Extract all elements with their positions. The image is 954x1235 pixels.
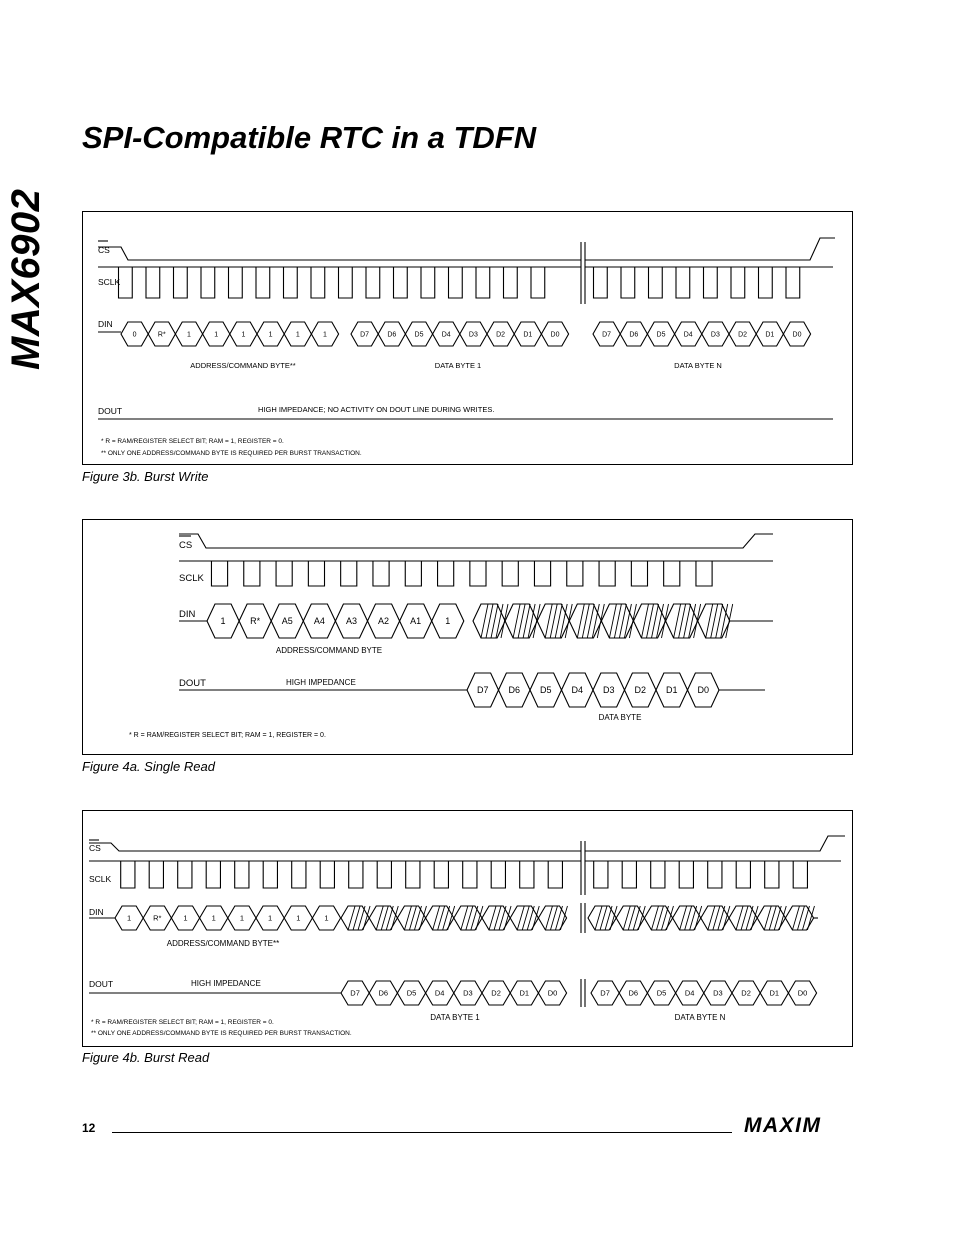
din-bit-0-label: 1 bbox=[127, 913, 132, 923]
din-bit-4-label: 1 bbox=[239, 913, 244, 923]
address-byte-label: ADDRESS/COMMAND BYTE** bbox=[166, 939, 280, 948]
byte1-bit-2-label: D5 bbox=[406, 988, 417, 998]
dout-label: DOUT bbox=[98, 406, 123, 416]
byten-bit-6-label: D1 bbox=[765, 331, 775, 339]
din-bit-6-label: 1 bbox=[296, 913, 301, 923]
dout-note: HIGH IMPEDANCE bbox=[191, 979, 261, 988]
din-dontcare-b-0-hatch bbox=[595, 906, 617, 930]
din-dontcare-b-5-cell bbox=[729, 906, 757, 930]
data-byte-n-label: DATA BYTE N bbox=[674, 361, 722, 370]
din-dontcare-a-7-hatch bbox=[545, 906, 567, 930]
din-bit-2-label: 1 bbox=[183, 913, 188, 923]
din-dontcare-a-0-hatch bbox=[348, 906, 370, 930]
sclk-waveform bbox=[205, 561, 722, 586]
din-dontcare-6-hatch bbox=[674, 604, 701, 638]
din-dontcare-b-2-hatch bbox=[651, 906, 673, 930]
din-dontcare-b-4-hatch bbox=[708, 906, 730, 930]
cs-label: CS bbox=[89, 843, 101, 853]
footnote-1: * R = RAM/REGISTER SELECT BIT; RAM = 1, REGISTER = 0. bbox=[129, 732, 326, 739]
cs-waveform bbox=[89, 836, 845, 851]
din-bit-3-label: 1 bbox=[211, 913, 216, 923]
din-bit-4-label: A3 bbox=[345, 616, 357, 627]
dout-bit-4-label: D3 bbox=[602, 685, 615, 696]
din-bit-2-label: 1 bbox=[187, 331, 191, 339]
dout-note: HIGH IMPEDANCE; NO ACTIVITY ON DOUT LINE DURING WRITES. bbox=[258, 405, 495, 414]
din-dontcare-b-2-cell bbox=[644, 906, 672, 930]
footer-rule bbox=[112, 1132, 732, 1133]
data-byte-n-label: DATA BYTE N bbox=[674, 1013, 726, 1022]
din-bit-5-label: 1 bbox=[268, 913, 273, 923]
din-dontcare-a-2-cell bbox=[397, 906, 425, 930]
byte1-bit-1-label: D6 bbox=[387, 331, 397, 339]
din-bit-2-label: A5 bbox=[281, 616, 293, 627]
sclk-label: SCLK bbox=[89, 874, 112, 884]
din-dontcare-7-hatch bbox=[706, 604, 733, 638]
din-dontcare-a-6-cell bbox=[510, 906, 538, 930]
din-dontcare-b-6-cell bbox=[757, 906, 785, 930]
cs-label: CS bbox=[179, 540, 193, 551]
byten-bit-7-label: D0 bbox=[797, 988, 808, 998]
break-3-gap bbox=[581, 979, 585, 1007]
caption-burst-write: Figure 3b. Burst Write bbox=[82, 469, 209, 484]
din-bit-7-label: 1 bbox=[445, 616, 451, 627]
side-part-number: MAX6902 bbox=[4, 188, 48, 370]
din-bit-1-label: R* bbox=[153, 913, 162, 923]
break-1-gap bbox=[581, 242, 585, 304]
din-dontcare-b-0-cell bbox=[588, 906, 616, 930]
data-byte-1-label: DATA BYTE 1 bbox=[430, 1013, 480, 1022]
byten-bit-1-label: D6 bbox=[628, 988, 639, 998]
sclk-waveform-b bbox=[588, 861, 816, 888]
din-dontcare-a-3-hatch bbox=[433, 906, 455, 930]
dout-bit-0-label: D7 bbox=[476, 685, 489, 696]
din-dontcare-b-1-cell bbox=[616, 906, 644, 930]
byten-bit-0-label: D7 bbox=[600, 988, 610, 998]
din-dontcare-a-3-cell bbox=[426, 906, 454, 930]
byte1-bit-4-label: D3 bbox=[468, 331, 478, 339]
byte1-bit-0-label: D7 bbox=[350, 988, 360, 998]
dout-bit-7-label: D0 bbox=[697, 685, 710, 696]
din-bit-4-label: 1 bbox=[241, 331, 246, 339]
address-byte-label: ADDRESS/COMMAND BYTE** bbox=[190, 361, 296, 370]
byte1-bit-3-label: D4 bbox=[434, 988, 445, 998]
din-dontcare-a-1-cell bbox=[369, 906, 397, 930]
byten-bit-5-label: D2 bbox=[738, 331, 748, 339]
dout-bit-6-label: D1 bbox=[665, 685, 678, 696]
byten-bit-0-label: D7 bbox=[602, 331, 612, 339]
din-dontcare-a-1-hatch bbox=[376, 906, 398, 930]
byte1-bit-3-label: D4 bbox=[441, 331, 451, 339]
din-bit-7-label: 1 bbox=[324, 913, 329, 923]
sclk-waveform-a bbox=[115, 861, 571, 888]
footnote-2: ** ONLY ONE ADDRESS/COMMAND BYTE IS REQUIRED PER BURST TRANSACTION. bbox=[91, 1030, 352, 1037]
byten-bit-7-label: D0 bbox=[792, 331, 802, 339]
byte1-bit-6-label: D1 bbox=[519, 988, 530, 998]
figure-burst-write bbox=[82, 211, 853, 465]
din-dontcare-0-hatch bbox=[481, 604, 508, 638]
din-bit-1-label: R* bbox=[250, 616, 261, 627]
byte1-bit-5-label: D2 bbox=[491, 988, 501, 998]
dout-bit-1-label: D6 bbox=[508, 685, 521, 696]
dout-note: HIGH IMPEDANCE bbox=[286, 678, 356, 687]
address-byte-label: ADDRESS/COMMAND BYTE bbox=[275, 646, 383, 655]
dout-bit-5-label: D2 bbox=[634, 685, 647, 696]
data-byte-1-label: DATA BYTE 1 bbox=[434, 361, 482, 370]
sclk-label: SCLK bbox=[179, 573, 204, 584]
caption-single-read: Figure 4a. Single Read bbox=[82, 759, 215, 774]
byte1-bit-5-label: D2 bbox=[496, 331, 506, 339]
din-bit-3-label: A4 bbox=[313, 616, 325, 627]
din-dontcare-a-4-cell bbox=[454, 906, 482, 930]
cs-waveform bbox=[98, 238, 835, 260]
din-dontcare-a-7-cell bbox=[538, 906, 566, 930]
dout-label: DOUT bbox=[89, 979, 114, 989]
din-dontcare-a-2-hatch bbox=[404, 906, 426, 930]
dout-label: DOUT bbox=[179, 678, 206, 689]
din-dontcare-b-5-hatch bbox=[736, 906, 758, 930]
page-number: 12 bbox=[82, 1121, 96, 1135]
byte1-bit-6-label: D1 bbox=[523, 331, 533, 339]
din-label: DIN bbox=[98, 319, 113, 329]
byten-bit-2-label: D5 bbox=[656, 988, 667, 998]
din-dontcare-b-6-hatch bbox=[764, 906, 786, 930]
dout-bit-2-label: D5 bbox=[539, 685, 552, 696]
dout-bit-3-label: D4 bbox=[571, 685, 584, 696]
byten-bit-3-label: D4 bbox=[683, 331, 693, 339]
din-bit-6-label: 1 bbox=[295, 331, 300, 339]
byte1-bit-4-label: D3 bbox=[463, 988, 473, 998]
din-dontcare-b-7-cell bbox=[785, 906, 813, 930]
byte1-bit-2-label: D5 bbox=[414, 331, 424, 339]
din-label: DIN bbox=[89, 907, 104, 917]
page-title: SPI-Compatible RTC in a TDFN bbox=[82, 120, 537, 155]
byten-bit-4-label: D3 bbox=[713, 988, 723, 998]
byten-bit-5-label: D2 bbox=[741, 988, 751, 998]
din-dontcare-a-6-hatch bbox=[517, 906, 539, 930]
byte1-bit-7-label: D0 bbox=[547, 988, 558, 998]
din-dontcare-b-4-cell bbox=[701, 906, 729, 930]
din-dontcare-1-hatch bbox=[513, 604, 540, 638]
din-dontcare-2-hatch bbox=[545, 604, 572, 638]
din-dontcare-b-3-cell bbox=[673, 906, 701, 930]
byte1-bit-1-label: D6 bbox=[378, 988, 389, 998]
byte1-bit-7-label: D0 bbox=[550, 331, 560, 339]
din-dontcare-3-hatch bbox=[577, 604, 604, 638]
byten-bit-3-label: D4 bbox=[684, 988, 695, 998]
sclk-waveform-b bbox=[588, 267, 808, 298]
din-dontcare-b-3-hatch bbox=[680, 906, 702, 930]
din-bit-0-label: 1 bbox=[220, 616, 226, 627]
sclk-label: SCLK bbox=[98, 277, 121, 287]
figure-single-read bbox=[82, 519, 853, 755]
byten-bit-1-label: D6 bbox=[629, 331, 639, 339]
break-1-gap bbox=[581, 841, 585, 895]
din-bit-0-label: 0 bbox=[132, 331, 137, 339]
footnote-1: * R = RAM/REGISTER SELECT BIT; RAM = 1, REGISTER = 0. bbox=[91, 1019, 274, 1026]
din-dontcare-a-5-hatch bbox=[489, 906, 511, 930]
break-2-gap bbox=[581, 903, 585, 933]
cs-label: CS bbox=[98, 245, 110, 255]
din-bit-5-label: A2 bbox=[378, 616, 390, 627]
caption-burst-read: Figure 4b. Burst Read bbox=[82, 1050, 210, 1065]
din-dontcare-b-1-hatch bbox=[623, 906, 645, 930]
din-dontcare-b-7-hatch bbox=[792, 906, 814, 930]
byten-bit-4-label: D3 bbox=[710, 331, 720, 339]
byten-bit-2-label: D5 bbox=[656, 331, 666, 339]
din-dontcare-a-4-hatch bbox=[461, 906, 483, 930]
din-dontcare-5-hatch bbox=[642, 604, 669, 638]
din-bit-6-label: A1 bbox=[410, 616, 422, 627]
cs-waveform bbox=[179, 534, 773, 548]
din-bit-1-label: R* bbox=[157, 331, 166, 339]
maxim-logo: MAXIM bbox=[744, 1114, 822, 1137]
byten-bit-6-label: D1 bbox=[769, 988, 780, 998]
footnote-1: * R = RAM/REGISTER SELECT BIT; RAM = 1, REGISTER = 0. bbox=[101, 438, 284, 445]
byte1-bit-0-label: D7 bbox=[360, 331, 370, 339]
data-byte-label: DATA BYTE bbox=[598, 713, 642, 722]
din-dontcare-a-5-cell bbox=[482, 906, 510, 930]
footnote-2: ** ONLY ONE ADDRESS/COMMAND BYTE IS REQUIRED PER BURST TRANSACTION. bbox=[101, 450, 362, 457]
din-dontcare-4-hatch bbox=[609, 604, 636, 638]
din-bit-3-label: 1 bbox=[214, 331, 219, 339]
figure-burst-read bbox=[82, 810, 853, 1047]
din-bit-7-label: 1 bbox=[323, 331, 327, 339]
sclk-waveform-a bbox=[113, 267, 553, 298]
din-dontcare-a-0-cell bbox=[341, 906, 369, 930]
din-bit-5-label: 1 bbox=[268, 331, 273, 339]
din-label: DIN bbox=[179, 609, 196, 620]
